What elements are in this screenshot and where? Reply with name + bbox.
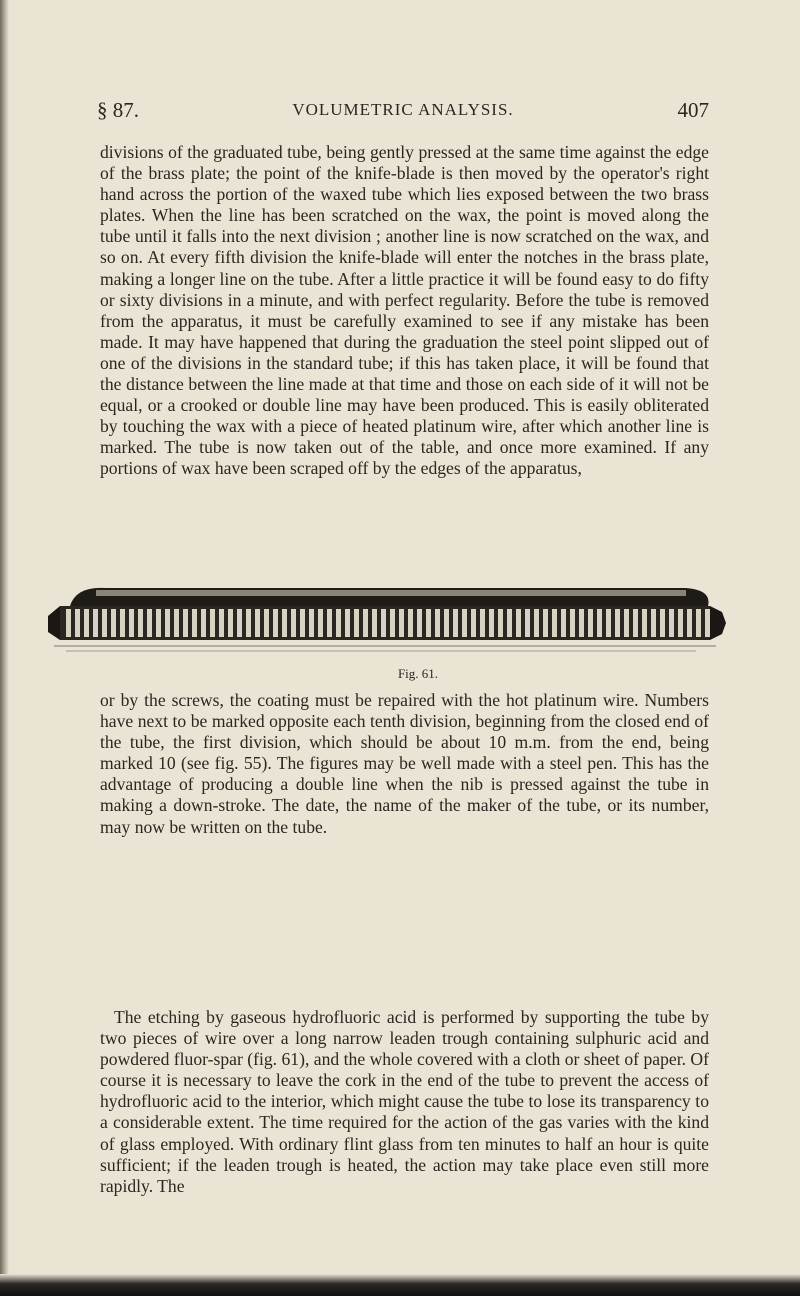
trough-slat	[264, 609, 269, 637]
trough-slat	[696, 609, 701, 637]
page-number: 407	[677, 98, 709, 122]
trough-slat	[498, 609, 503, 637]
trough-slat	[228, 609, 233, 637]
trough-illustration	[36, 576, 800, 666]
page-binding-edge	[0, 0, 9, 1296]
trough-slat	[120, 609, 125, 637]
trough-slat	[363, 609, 368, 637]
trough-slat	[408, 609, 413, 637]
trough-slat	[606, 609, 611, 637]
trough-slat	[453, 609, 458, 637]
trough-slat	[66, 609, 71, 637]
trough-slat	[435, 609, 440, 637]
trough-slat	[183, 609, 188, 637]
trough-slat	[597, 609, 602, 637]
trough-slat	[345, 609, 350, 637]
trough-slat	[336, 609, 341, 637]
trough-slat	[507, 609, 512, 637]
running-header	[97, 98, 709, 128]
trough-slat	[255, 609, 260, 637]
figure-caption: Fig. 61.	[397, 666, 439, 681]
paragraph-numbering: or by the screws, the coating must be repaired with the hot platinum wire. Numbers have next to be marked opposite each tenth division, beginning from the closed end of the tube, the first division, which should be about 10 m.m. from the end, being marked 10 (see fig. 55). The figures may be well made with a steel pen. This has the advantage of producing a double line when the nib is pressed against the tube in making a down-stroke. The date, the name of the maker of the tube, or its number, may now be written on the tube.	[100, 690, 709, 837]
trough-slat	[444, 609, 449, 637]
trough-slat	[354, 609, 359, 637]
trough-slat	[381, 609, 386, 637]
paragraph-graduation: divisions of the graduated tube, being gently pressed at the same time against the edge of the brass plate; the point of the knife-blade is then moved by the operator's right hand across the portion of the waxed tube which lies exposed between the two brass plates. When the line has been scratched on the wax, the point is moved along the tube until it falls into the next division ; another line is now scratched on the wax, and so on. At every fifth division the knife-blade will enter the notches in the brass plate, making a longer line on the tube. After a little practice it will be found easy to do fifty or sixty divisions in a minute, and with perfect regularity. Before the tube is removed from the apparatus, it must be carefully examined to see if any mistake has been made. It may have happened that during the graduation the steel point slipped out of one of the divisions in the standard tube; if this has taken place, it will be found that the distance between the line made at that time and those on each side of it will not be equal, or a crooked or double line may have been produced. This is easily obliterated by touching the wax with a piece of heated platinum wire, after which another line is marked. The tube is now taken out of the table, and once more examined. If any portions of wax have been scraped off by the edges of the apparatus,	[100, 142, 709, 479]
trough-slat	[84, 609, 89, 637]
trough-slat	[75, 609, 80, 637]
trough-slat	[156, 609, 161, 637]
trough-slat	[651, 609, 656, 637]
trough-slat	[129, 609, 134, 637]
paragraph-etching: The etching by gaseous hydrofluoric acid is performed by supporting the tube by two pieces of wire over a long narrow leaden trough containing sulphuric acid and powdered fluor-spar (fig. 61), and the whole covered with a cloth or sheet of paper. Of course it is necessary to leave the cork in the end of the tube to prevent the access of hydrofluoric acid to the interior, which might cause the tube to lose its transparency to a considerable extent. The time required for the action of the gas varies with the kind of glass employed. With ordinary flint glass from ten minutes to half an hour is quite sufficient; if the leaden trough is heated, the action may take place even still more rapidly. The	[100, 1007, 709, 1196]
figure-61	[36, 576, 800, 681]
trough-slat	[471, 609, 476, 637]
trough-slat	[201, 609, 206, 637]
trough-slat	[669, 609, 674, 637]
trough-slat	[327, 609, 332, 637]
trough-slat	[147, 609, 152, 637]
trough-slat	[219, 609, 224, 637]
trough-slat	[480, 609, 485, 637]
trough-slat	[273, 609, 278, 637]
trough-slat	[282, 609, 287, 637]
trough-slat	[165, 609, 170, 637]
trough-slat	[291, 609, 296, 637]
trough-slat	[300, 609, 305, 637]
trough-slat	[516, 609, 521, 637]
trough-slat	[372, 609, 377, 637]
section-number: § 87.	[97, 98, 139, 122]
trough-slat	[624, 609, 629, 637]
trough-slat	[570, 609, 575, 637]
trough-slat	[615, 609, 620, 637]
trough-slat	[102, 609, 107, 637]
trough-slat	[399, 609, 404, 637]
trough-slat	[588, 609, 593, 637]
trough-slat	[579, 609, 584, 637]
trough-slat	[417, 609, 422, 637]
trough-slat	[678, 609, 683, 637]
trough-slat	[210, 609, 215, 637]
page-bottom-edge	[0, 1274, 800, 1296]
trough-slat	[543, 609, 548, 637]
trough-slat	[633, 609, 638, 637]
trough-slat	[246, 609, 251, 637]
trough-slat	[390, 609, 395, 637]
trough-slat	[462, 609, 467, 637]
trough-slat	[642, 609, 647, 637]
trough-slat	[237, 609, 242, 637]
trough-slat	[561, 609, 566, 637]
trough-slat	[705, 609, 710, 637]
trough-slat	[138, 609, 143, 637]
trough-slat	[192, 609, 197, 637]
trough-slat	[552, 609, 557, 637]
trough-slat	[426, 609, 431, 637]
trough-slat	[318, 609, 323, 637]
trough-slat	[93, 609, 98, 637]
trough-slat	[660, 609, 665, 637]
trough-slat	[309, 609, 314, 637]
trough-slat	[687, 609, 692, 637]
trough-slat	[525, 609, 530, 637]
running-title: VOLUMETRIC ANALYSIS.	[292, 100, 514, 119]
trough-slat	[111, 609, 116, 637]
trough-slat	[534, 609, 539, 637]
trough-slat	[489, 609, 494, 637]
trough-slat	[174, 609, 179, 637]
